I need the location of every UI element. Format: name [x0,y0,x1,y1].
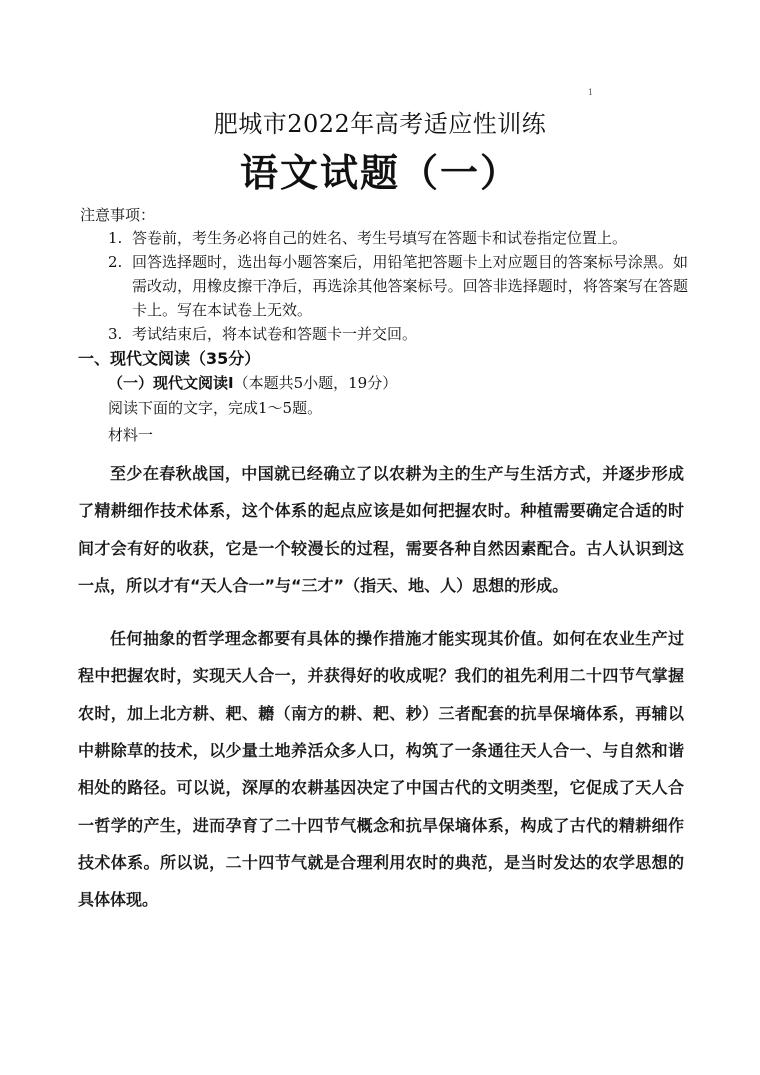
notice-item-text: 考试结束后，将本试卷和答题卡一并交回。 [132,325,418,343]
reading-passage [78,455,684,935]
corner-mark: 1 [588,88,594,97]
sub-heading-title: （一）现代文阅读Ⅰ [108,374,234,392]
exam-title: 语文试题（一） [239,151,520,195]
notice-item-text: 回答选择题时，选出每小题答案后，用铅笔把答题卡上对应题目的答案标号涂黑。如需改动，用橡皮擦干净后，再选涂其他答案标号。回答非选择题时，将答案写在答题卡上。写在本试卷上无效。 [132,253,688,319]
notice-item [108,322,688,346]
passage-paragraph: 至少在春秋战国，中国就已经确立了以农耕为主的生产与生活方式，并逐步形成了精耕细作技术体系，这个体系的起点应该是如何把握农时。种植需要确定合适的时间才会有好的收获，它是一个较漫长的过程，需要各种自然因素配合。古人认识到这一点，所以才有“天人合一”与“三才”（指天、地、人）思想的形成。 [78,464,684,595]
notice-item-number: 3. [108,325,123,343]
notice-item-number: 1. [108,229,123,247]
passage-paragraph: 任何抽象的哲学理念都要有具体的操作措施才能实现其价值。如何在农业生产过程中把握农时，实现天人合一，并获得好的收成呢？我们的祖先利用二十四节气掌握农时，加上北方耕、耙、耱（南方的耕、耙、耖）三者配套的抗旱保墒体系，再辅以中耕除草的技术，以少量土地养活众多人口，构筑了一条通往天人合一、与自然和谐相处的路径。可以说，深厚的农耕基因决定了中国古代的文明类型，它促成了天人合一哲学的产生，进而孕育了二十四节气概念和抗旱保墒体系，构成了古代的精耕细作技术体系。所以说，二十四节气就是合理利用农时的典范，是当时发达的农学思想的具体体现。 [78,629,684,910]
section-heading: 一、现代文阅读（35分） [78,349,261,368]
sub-heading [108,372,397,393]
notice-heading: 注意事项： [80,206,156,224]
sub-heading-note: （本题共5小题，19分） [233,374,398,392]
material-label: 材料一 [108,426,154,444]
notice-item [108,226,688,250]
exam-subtitle: 肥城市2022年高考适应性训练 [213,110,547,138]
notice-list [108,226,688,346]
notice-item [108,250,688,322]
notice-item-text: 答卷前，考生务必将自己的姓名、考生号填写在答题卡和试卷指定位置上。 [132,229,628,247]
notice-item-number: 2. [108,253,123,271]
reading-instruction: 阅读下面的文字，完成1～5题。 [108,399,323,417]
